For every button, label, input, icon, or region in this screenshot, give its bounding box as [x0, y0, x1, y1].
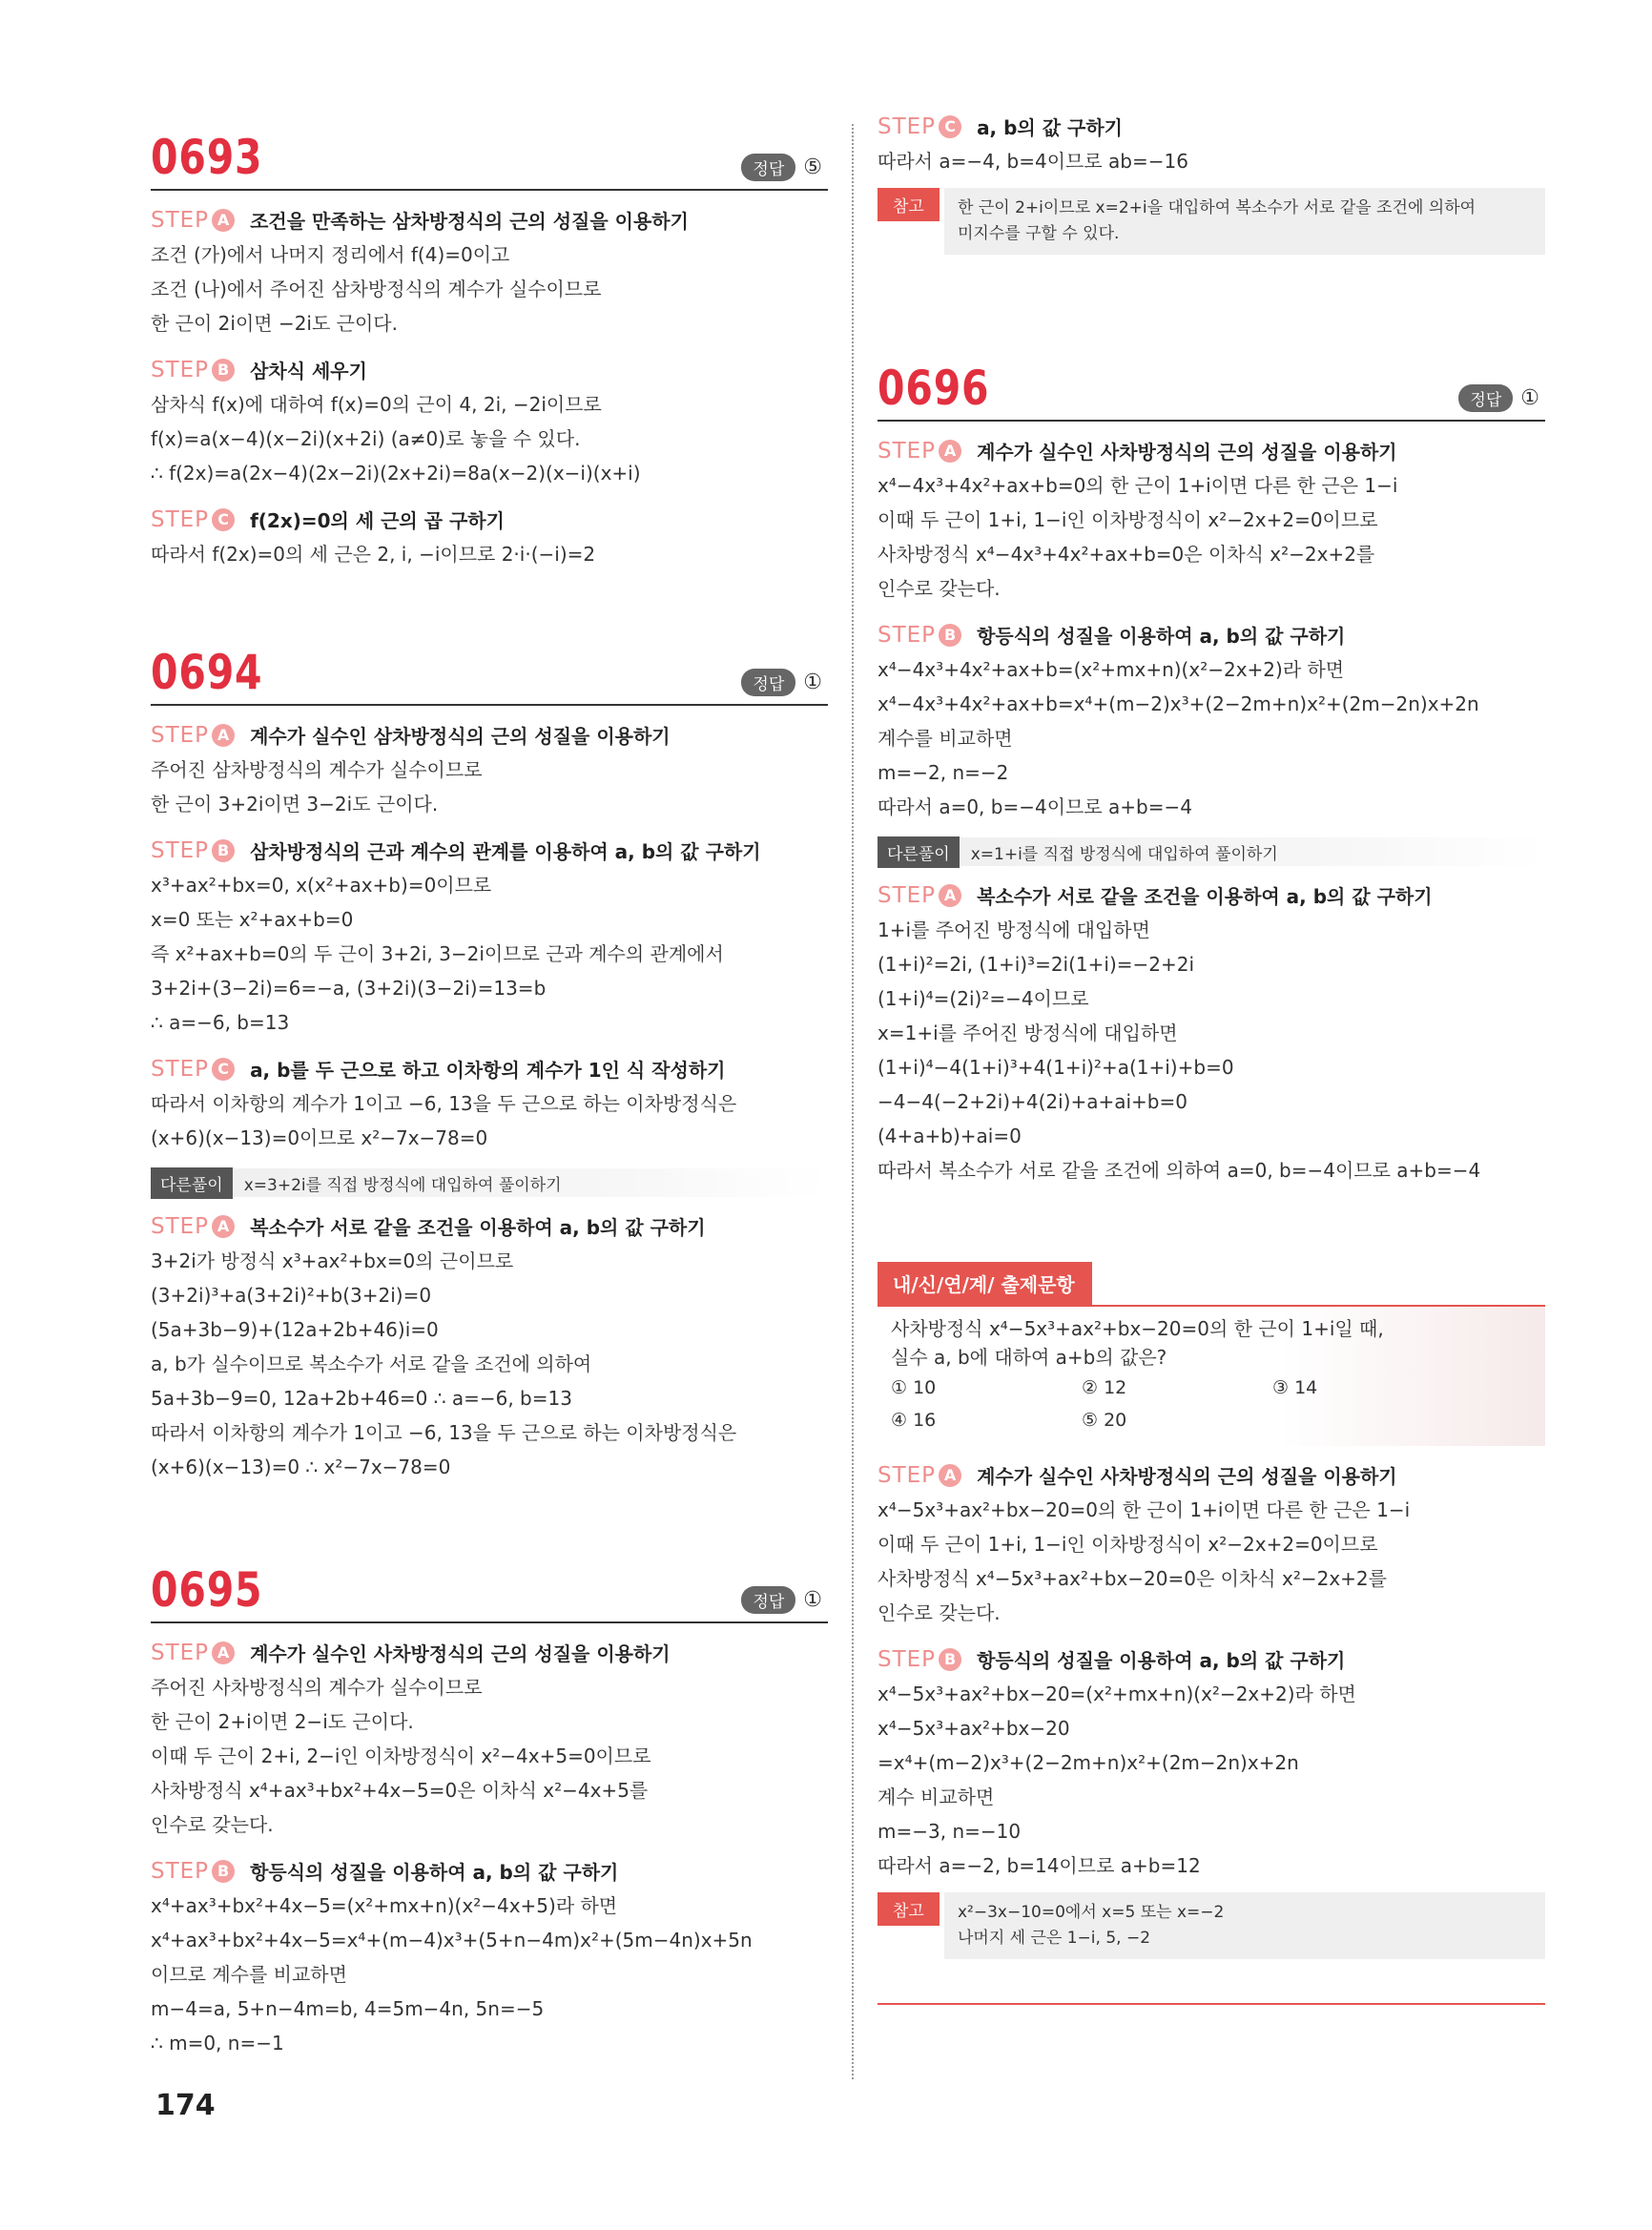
step-letter-badge: C	[212, 508, 235, 531]
note-box	[878, 188, 1545, 255]
solution-line: 삼차식 f(x)에 대하여 f(x)=0의 근이 4, 2i, −2i이므로	[151, 393, 602, 416]
answer-value: ⑤	[803, 155, 822, 179]
step-header	[151, 506, 828, 533]
solution-line: (x+6)(x−13)=0 ∴ x²−7x−78=0	[151, 1456, 451, 1478]
solution-line: (1+i)²=2i, (1+i)³=2i(1+i)=−2+2i	[878, 953, 1195, 976]
step-header	[151, 721, 828, 749]
solution-line: x⁴+ax³+bx²+4x−5=(x²+mx+n)(x²−4x+5)라 하면	[151, 1894, 618, 1917]
step-label: STEP	[151, 722, 210, 748]
solution-line: 조건 (가)에서 나머지 정리에서 f(4)=0이고	[151, 243, 510, 266]
step-title: 계수가 실수인 사차방정식의 근의 성질을 이용하기	[977, 1465, 1397, 1488]
column-divider	[852, 124, 854, 2079]
step-title: 항등식의 성질을 이용하여 a, b의 값 구하기	[977, 625, 1346, 648]
note-badge: 참고	[878, 1892, 940, 1926]
solution-line: 이때 두 근이 1+i, 1−i인 이차방정식이 x²−2x+2=0이므로	[878, 1533, 1378, 1556]
solution-line: 계수 비교하면	[878, 1786, 995, 1808]
choice-3: ③ 14	[1272, 1377, 1318, 1398]
answer-value: ①	[803, 671, 822, 694]
solution-line: x⁴−4x³+4x²+ax+b=x⁴+(m−2)x³+(2−2m+n)x²+(2m−2n)x+2n	[878, 692, 1479, 715]
solution-line: 사차방정식 x⁴−4x³+4x²+ax+b=0은 이차식 x²−2x+2를	[878, 543, 1375, 566]
problem-header	[151, 1555, 828, 1623]
step-label: STEP	[151, 506, 210, 532]
step-label: STEP	[151, 1056, 210, 1082]
step-label: STEP	[151, 357, 210, 382]
solution-line: x⁴−4x³+4x²+ax+b=0의 한 근이 1+i이면 다른 한 근은 1−i	[878, 474, 1398, 497]
solution-steps	[151, 1639, 828, 2060]
solution-line: 따라서 a=−4, b=4이므로 ab=−16	[878, 150, 1188, 173]
solution-line: ∴ m=0, n=−1	[151, 2032, 284, 2054]
solution-steps	[878, 437, 1545, 824]
school-exam-problem	[878, 1259, 1545, 1959]
solution-line: x³+ax²+bx=0, x(x²+ax+b)=0이므로	[151, 874, 492, 897]
step-header	[151, 1857, 828, 1885]
note-line: 나머지 세 근은 1−i, 5, −2	[958, 1929, 1151, 1948]
solution-line: 즉 x²+ax+b=0의 두 근이 3+2i, 3−2i이므로 근과 계수의 관계에서	[151, 942, 724, 965]
choice-5: ⑤ 20	[1082, 1410, 1127, 1431]
step-title: 계수가 실수인 사차방정식의 근의 성질을 이용하기	[977, 441, 1397, 464]
step-label: STEP	[151, 1213, 210, 1239]
step-header	[878, 437, 1545, 465]
step-letter-badge: A	[939, 440, 961, 463]
choice-2: ② 12	[1082, 1377, 1127, 1398]
answer-badge: 정답	[1458, 384, 1513, 412]
answer	[1458, 384, 1539, 412]
solution-line: (3+2i)³+a(3+2i)²+b(3+2i)=0	[151, 1284, 432, 1307]
alt-solution-bar	[151, 1168, 828, 1197]
solution-line: 5a+3b−9=0, 12a+2b+46=0 ∴ a=−6, b=13	[151, 1387, 572, 1410]
solution-steps	[151, 721, 828, 1155]
step-letter-badge: B	[212, 359, 235, 382]
solution-line: 한 근이 2i이면 −2i도 근이다.	[151, 312, 398, 335]
answer	[741, 669, 822, 696]
solution-line: 따라서 f(2x)=0의 세 근은 2, i, −i이므로 2·i·(−i)=2	[151, 543, 596, 566]
solution-line: 3+2i+(3−2i)=6=−a, (3+2i)(3−2i)=13=b	[151, 977, 547, 1000]
solution-line: (5a+3b−9)+(12a+2b+46)i=0	[151, 1318, 439, 1341]
solution-steps	[878, 113, 1545, 178]
solution-line: m=−2, n=−2	[878, 761, 1009, 784]
step-letter-badge: A	[212, 1642, 235, 1664]
solution-line: 따라서 a=0, b=−4이므로 a+b=−4	[878, 795, 1192, 818]
solution-line: 주어진 사차방정식의 계수가 실수이므로	[151, 1676, 483, 1699]
step-header	[151, 1055, 828, 1083]
alt-solution-steps	[878, 881, 1545, 1187]
solution-line: (4+a+b)+ai=0	[878, 1125, 1022, 1147]
question-line: 사차방정식 x⁴−5x³+ax²+bx−20=0의 한 근이 1+i일 때,	[891, 1317, 1384, 1340]
step-title: 삼차방정식의 근과 계수의 관계를 이용하여 a, b의 값 구하기	[250, 840, 761, 863]
solution-line: 1+i를 주어진 방정식에 대입하면	[878, 919, 1150, 941]
note-line: 한 근이 2+i이므로 x=2+i을 대입하여 복소수가 서로 같을 조건에 의하여	[958, 198, 1476, 217]
step-header	[151, 1639, 828, 1666]
answer-badge: 정답	[741, 1586, 795, 1614]
problem-number: 0696	[878, 361, 990, 416]
alt-solution-bar	[878, 837, 1545, 866]
note-line: x²−3x−10=0에서 x=5 또는 x=−2	[958, 1903, 1225, 1922]
answer-badge: 정답	[741, 669, 795, 696]
alt-solution-title: x=1+i를 직접 방정식에 대입하여 풀이하기	[970, 844, 1278, 864]
solution-line: 계수를 비교하면	[878, 727, 1013, 750]
note-box	[878, 1892, 1545, 1959]
step-letter-badge: A	[939, 1464, 961, 1487]
problem-0695	[151, 1555, 828, 2060]
solution-line: 따라서 이차항의 계수가 1이고 −6, 13을 두 근으로 하는 이차방정식은	[151, 1092, 737, 1115]
solution-line: 인수로 갖는다.	[878, 1601, 1001, 1624]
solution-line: f(x)=a(x−4)(x−2i)(x+2i) (a≠0)로 놓을 수 있다.	[151, 427, 581, 450]
step-header	[151, 356, 828, 383]
step-title: 조건을 만족하는 삼차방정식의 근의 성질을 이용하기	[250, 210, 689, 233]
solution-line: m=−3, n=−10	[878, 1820, 1022, 1843]
step-header	[878, 1645, 1545, 1673]
step-title: 계수가 실수인 삼차방정식의 근의 성질을 이용하기	[250, 725, 671, 748]
step-label: STEP	[151, 1858, 210, 1884]
answer-value: ①	[1520, 386, 1539, 410]
solution-line: x⁴+ax³+bx²+4x−5=x⁴+(m−4)x³+(5+n−4m)x²+(5m−4n)x+5n	[151, 1929, 753, 1951]
step-title: 항등식의 성질을 이용하여 a, b의 값 구하기	[977, 1649, 1346, 1672]
solution-line: x⁴−5x³+ax²+bx−20=0의 한 근이 1+i이면 다른 한 근은 1−i	[878, 1498, 1411, 1521]
note-line: 미지수를 구할 수 있다.	[958, 224, 1120, 243]
step-label: STEP	[878, 114, 937, 139]
step-title: 복소수가 서로 같을 조건을 이용하여 a, b의 값 구하기	[977, 885, 1433, 908]
note-body	[944, 1892, 1545, 1959]
solution-line: 따라서 복소수가 서로 같을 조건에 의하여 a=0, b=−4이므로 a+b=−4	[878, 1159, 1481, 1182]
solution-line: x⁴−5x³+ax²+bx−20=(x²+mx+n)(x²−2x+2)라 하면	[878, 1683, 1356, 1705]
school-exam-header	[878, 1259, 1545, 1307]
solution-line: 조건 (나)에서 주어진 삼차방정식의 계수가 실수이므로	[151, 278, 602, 300]
step-letter-badge: C	[212, 1058, 235, 1081]
problem-number: 0695	[151, 1562, 263, 1618]
solution-line: (1+i)⁴−4(1+i)³+4(1+i)²+a(1+i)+b=0	[878, 1056, 1234, 1079]
problem-number: 0694	[151, 645, 263, 700]
note-body	[944, 188, 1545, 255]
solution-line: 사차방정식 x⁴+ax³+bx²+4x−5=0은 이차식 x²−4x+5를	[151, 1779, 649, 1802]
solution-line: x=1+i를 주어진 방정식에 대입하면	[878, 1022, 1178, 1044]
step-label: STEP	[878, 1646, 937, 1672]
step-letter-badge: A	[212, 724, 235, 747]
problem-header	[878, 353, 1545, 422]
solution-line: 주어진 삼차방정식의 계수가 실수이므로	[151, 758, 483, 781]
solution-line: m−4=a, 5+n−4m=b, 4=5m−4n, 5n=−5	[151, 1997, 545, 2020]
solution-line: 이때 두 근이 1+i, 1−i인 이차방정식이 x²−2x+2=0이므로	[878, 508, 1378, 531]
solution-line: 이므로 계수를 비교하면	[151, 1963, 347, 1986]
answer-badge: 정답	[741, 154, 795, 181]
solution-line: x=0 또는 x²+ax+b=0	[151, 908, 354, 931]
step-letter-badge: A	[212, 209, 235, 232]
solution-line: 따라서 a=−2, b=14이므로 a+b=12	[878, 1854, 1201, 1877]
problem-0694	[151, 637, 828, 1484]
answer	[741, 154, 822, 181]
step-label: STEP	[151, 207, 210, 233]
step-title: f(2x)=0의 세 근의 곱 구하기	[250, 509, 505, 532]
solution-line: 인수로 갖는다.	[878, 577, 1001, 600]
step-letter-badge: B	[212, 1860, 235, 1883]
question-line: 실수 a, b에 대하여 a+b의 값은?	[891, 1346, 1167, 1369]
step-title: 계수가 실수인 사차방정식의 근의 성질을 이용하기	[250, 1642, 671, 1665]
answer	[741, 1586, 822, 1614]
step-header	[151, 836, 828, 864]
step-header	[878, 881, 1545, 909]
step-header	[151, 206, 828, 234]
solution-line: 따라서 이차항의 계수가 1이고 −6, 13을 두 근으로 하는 이차방정식은	[151, 1421, 737, 1444]
solution-line: x⁴−4x³+4x²+ax+b=(x²+mx+n)(x²−2x+2)라 하면	[878, 658, 1345, 681]
step-header	[878, 621, 1545, 649]
step-label: STEP	[151, 837, 210, 863]
solution-line: 인수로 갖는다.	[151, 1813, 274, 1836]
step-title: 삼차식 세우기	[250, 360, 367, 382]
step-title: 항등식의 성질을 이용하여 a, b의 값 구하기	[250, 1861, 619, 1884]
answer-value: ①	[803, 1588, 822, 1612]
note-badge: 참고	[878, 188, 940, 221]
alt-solution-badge: 다른풀이	[151, 1167, 233, 1199]
step-title: 복소수가 서로 같을 조건을 이용하여 a, b의 값 구하기	[250, 1216, 706, 1239]
solution-line: =x⁴+(m−2)x³+(2−2m+n)x²+(2m−2n)x+2n	[878, 1751, 1299, 1774]
solution-line: ∴ a=−6, b=13	[151, 1011, 290, 1034]
problem-0696	[878, 353, 1545, 1187]
alt-solution-badge: 다른풀이	[878, 836, 960, 868]
step-letter-badge: A	[212, 1215, 235, 1238]
solution-line: (1+i)⁴=(2i)²=−4이므로	[878, 987, 1089, 1010]
answer-choices	[891, 1372, 1536, 1436]
choice-1: ① 10	[891, 1377, 937, 1398]
solution-line: −4−4(−2+2i)+4(2i)+a+ai+b=0	[878, 1090, 1187, 1113]
step-label: STEP	[878, 882, 937, 908]
step-label: STEP	[151, 1640, 210, 1665]
step-letter-badge: A	[939, 884, 961, 907]
step-letter-badge: C	[939, 115, 961, 138]
problem-0693	[151, 122, 828, 571]
problem-number: 0693	[151, 130, 263, 185]
problem-0695-continued	[878, 113, 1545, 255]
alt-solution-title: x=3+2i를 직접 방정식에 대입하여 풀이하기	[243, 1175, 562, 1195]
step-title: a, b를 두 근으로 하고 이차항의 계수가 1인 식 작성하기	[250, 1059, 726, 1082]
step-title: a, b의 값 구하기	[977, 116, 1123, 139]
solution-steps	[878, 1461, 1545, 1883]
solution-line: 사차방정식 x⁴−5x³+ax²+bx−20=0은 이차식 x²−2x+2를	[878, 1567, 1387, 1590]
solution-line: 한 근이 3+2i이면 3−2i도 근이다.	[151, 793, 439, 816]
solution-line: a, b가 실수이므로 복소수가 서로 같을 조건에 의하여	[151, 1352, 592, 1375]
step-label: STEP	[878, 438, 937, 464]
solution-line: x⁴−5x³+ax²+bx−20	[878, 1717, 1070, 1740]
problem-header	[151, 637, 828, 706]
step-letter-badge: B	[212, 839, 235, 862]
problem-header	[151, 122, 828, 191]
step-header	[878, 1461, 1545, 1489]
solution-line: 3+2i가 방정식 x³+ax²+bx=0의 근이므로	[151, 1249, 514, 1272]
step-letter-badge: B	[939, 1648, 961, 1671]
step-header	[878, 113, 1545, 140]
step-label: STEP	[878, 1462, 937, 1488]
school-exam-question	[878, 1307, 1545, 1446]
solution-line: ∴ f(2x)=a(2x−4)(2x−2i)(2x+2i)=8a(x−2)(x−i)(x+i)	[151, 462, 641, 485]
solution-line: 이때 두 근이 2+i, 2−i인 이차방정식이 x²−4x+5=0이므로	[151, 1745, 651, 1767]
alt-solution-steps	[151, 1212, 828, 1484]
school-exam-badge: 내/신/연/계/ 출제문항	[878, 1262, 1092, 1305]
page-number: 174	[155, 2089, 216, 2122]
step-letter-badge: B	[939, 624, 961, 647]
section-end-rule	[878, 2003, 1545, 2005]
solution-line: (x+6)(x−13)=0이므로 x²−7x−78=0	[151, 1126, 488, 1149]
solution-line: 한 근이 2+i이면 2−i도 근이다.	[151, 1710, 414, 1733]
step-header	[151, 1212, 828, 1240]
step-label: STEP	[878, 622, 937, 648]
choice-4: ④ 16	[891, 1410, 937, 1431]
solution-steps	[151, 206, 828, 571]
